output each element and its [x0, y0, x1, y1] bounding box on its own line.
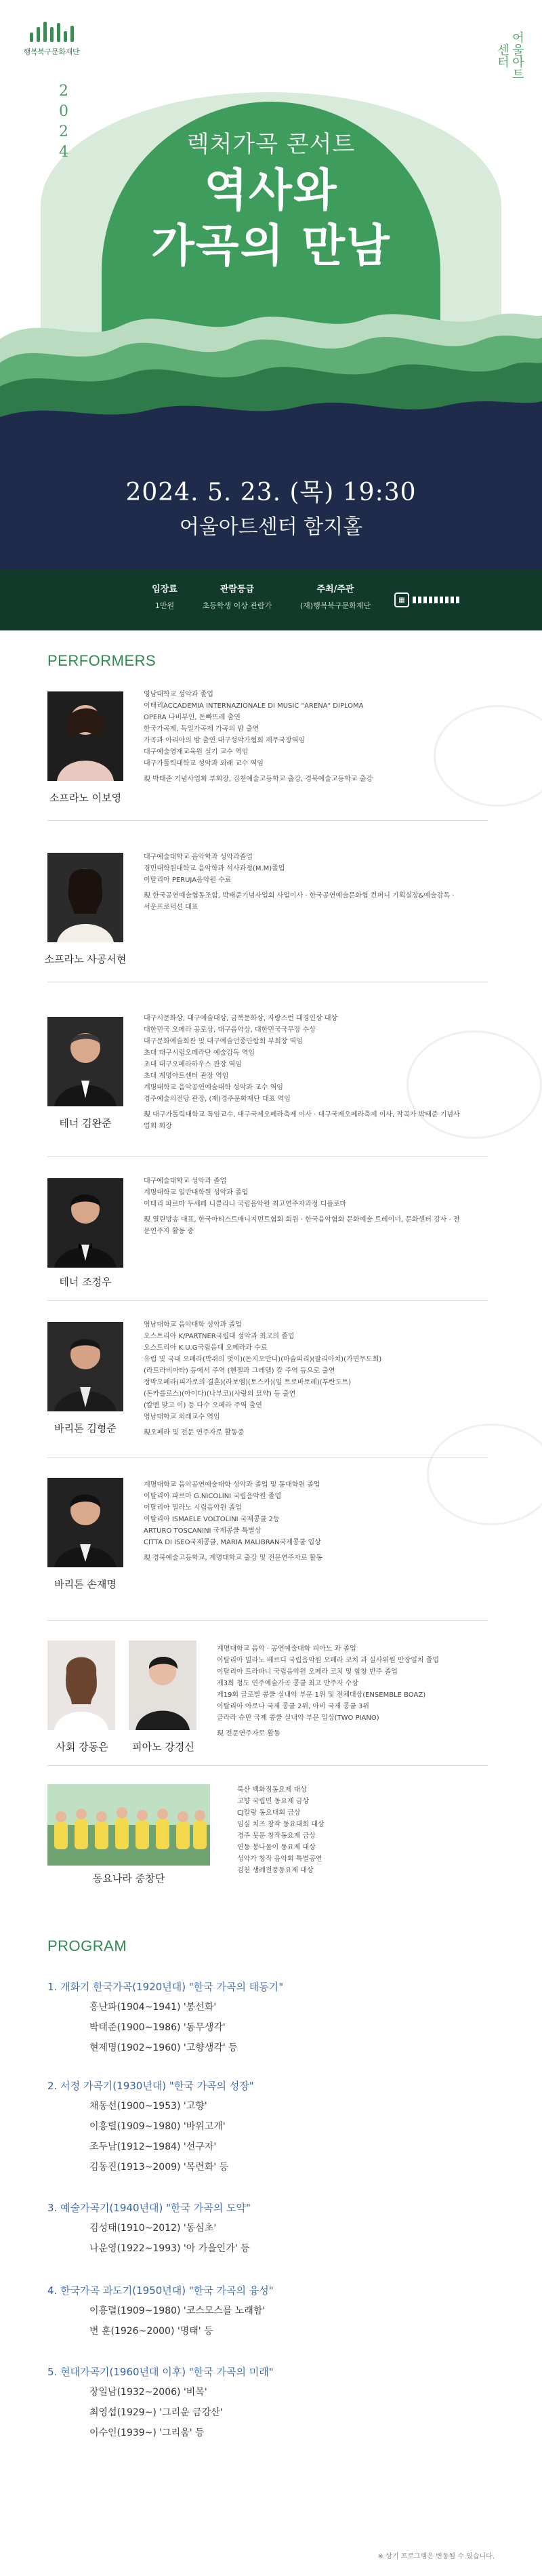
org-name: 행복북구문화재단 — [23, 47, 80, 56]
bio-line: 오스트리아 K.U.G국립음대 오페라과 수료 — [144, 1344, 268, 1352]
concert-date: 2024. 5. 23. (목) 19:30 — [125, 479, 417, 506]
bio-line: 이탈리아 아로나 국제 콩쿨 2위, 아비 국제 콩쿨 3위 — [217, 1703, 369, 1710]
choir-name: 동요나라 중창단 — [92, 1872, 165, 1885]
age-rating — [196, 582, 278, 611]
program-piece: 김동진(1913~2009) '목련화' 등 — [89, 2162, 229, 2173]
program-piece: 박태준(1900~1986) '동무생각' — [89, 2022, 226, 2033]
performer-name: 바리톤 손재명 — [54, 1578, 117, 1590]
bio-line: 이태리ACCADEMIA INTERNAZIONALE DI MUSIC "ARENA" DIPLOMA — [144, 702, 364, 710]
choir-photo — [47, 1784, 210, 1866]
performer-photo — [47, 1017, 123, 1106]
program-piece: 현제명(1902~1960) '고향생각' 등 — [89, 2042, 238, 2053]
info-value: (재)행복북구문화재단 — [299, 601, 371, 610]
venue-logo: 어울아트센터 — [495, 31, 524, 80]
bio-current: 現 경북예술고등학교, 계명대학교 출강 및 전문연주자로 활동 — [144, 1554, 323, 1562]
bio-line: 이탈리아 파르마 G.NICOLINI 국립음악원 졸업 — [144, 1493, 282, 1500]
bio-line: 이탈리아 ISMAELE VOLTOLINI 국제콩쿨 2등 — [144, 1516, 280, 1523]
year-digit: 2 — [59, 123, 68, 140]
program-piece: 이흥렬(1909~1980) '바위고개' — [89, 2121, 226, 2132]
organizer-logo-text — [413, 597, 460, 603]
performer-bio — [144, 851, 462, 913]
divider — [47, 820, 488, 821]
bio-line: CJ칼랑 동요대회 금상 — [237, 1809, 301, 1817]
bio-line: ARTURO TOSCANINI 국제콩쿨 특별상 — [144, 1527, 262, 1535]
divider — [47, 1300, 488, 1301]
concert-subtitle: 렉처가곡 콘서트 — [186, 131, 356, 158]
bio-current: 現 대구가톨릭대학교 특임교수, 대구국제오페라축제 이사 · 대구국제오페라축제 이사, 작곡가 박태준 기념사업회 회장 — [144, 1111, 460, 1130]
program-title: PROGRAM — [47, 1937, 127, 1954]
bio-line: 대구문화예술회관 및 대구예술인종단합회 부회장 역임 — [144, 1038, 303, 1045]
info-label: 관람등급 — [220, 584, 255, 595]
bio-current: 現 전문연주자로 활동 — [217, 1730, 280, 1737]
bio-line: 대구시문화상, 대구예술대상, 금복문화상, 자랑스런 대경인상 대상 — [144, 1015, 338, 1022]
program-piece: 최영섭(1929~) '그리운 금강산' — [89, 2407, 223, 2418]
bio-current: 現 박태준 기념사업회 부회장, 김천예술고등학교 출강, 경북예술고등학교 출강 — [144, 776, 373, 783]
year-digit: 2 — [59, 83, 68, 100]
year-digit: 0 — [59, 103, 68, 120]
bio-line: 경주 뭇문 창작동요제 금상 — [237, 1832, 316, 1840]
performer-name: 소프라노 사공서현 — [44, 953, 127, 965]
bio-line: 경주예술의전당 관장, (재)경주문화재단 대표 역임 — [144, 1095, 291, 1103]
performers-title: PERFORMERS — [47, 652, 157, 669]
bio-line: 클라라 슈만 국제 콩쿨 실내악 부문 입상(TWO PIANO) — [217, 1714, 379, 1722]
bio-line: (돈카를로스)(아이다)(나부코)(사랑의 묘약) 등 출연 — [144, 1390, 296, 1398]
bio-line: 제3회 청도 연주예술가곡 콩쿨 최고 반주자 수상 — [217, 1680, 358, 1687]
bio-line: 오스트리아 K/PARTNER국립대 성악과 최고의 졸업 — [144, 1333, 295, 1340]
host-name: 사회 강동은 — [56, 1741, 108, 1753]
bio-line: 대한민국 오페라 공로상, 대구음악상, 대한민국국무장 수상 — [144, 1026, 316, 1034]
bio-line: 영남대학교 외래교수 역임 — [144, 1413, 220, 1421]
hero-poster — [0, 0, 542, 569]
program-period: 4. 한국가곡 과도기(1950년대) "한국 가곡의 융성" — [47, 2285, 274, 2297]
performer-photo — [47, 691, 123, 781]
bio-line: 초대 계명아트센터 관장 역임 — [144, 1072, 229, 1080]
pianist-bio — [217, 1643, 488, 1739]
bio-line: 고향 국립민 동요제 금상 — [237, 1798, 310, 1805]
bio-line: 이탈리아 밀라노 베르디 국립음악원 오페라 코치 과 실사위원 만장일치 졸업 — [217, 1657, 440, 1664]
performer-bio — [144, 1175, 462, 1237]
bio-line: 영남대학교 성악과 졸업 — [144, 691, 213, 698]
bio-line: 유럽 및 국내 오페라(박쥐의 벗이)(돈지오반니)(마술피리)(팔리아치)(가면무도회) — [144, 1356, 382, 1363]
performer-name: 바리톤 김형준 — [54, 1422, 117, 1434]
info-value: 초등학생 이상 관람가 — [202, 601, 272, 610]
host-photo — [47, 1641, 115, 1730]
program-piece: 홍난파(1904~1941) '봉선화' — [89, 2002, 217, 2013]
bio-line: 계명대학교 음악 · 공연예술대학 피아노 과 졸업 — [217, 1645, 356, 1653]
organizer-logo-icon: ▦ — [394, 592, 409, 607]
performer-photo — [47, 1478, 123, 1567]
bio-line: 영남대학교 음악대학 성악과 졸업 — [144, 1321, 242, 1329]
performer-photo — [47, 1322, 123, 1411]
bio-current: 現 한국공연예술협동조합, 박태준기념사업회 사업이사 · 한국공연예술문화협 컨퍼니 기획실장&예술감독 · 서운프로덕션 대표 — [144, 892, 455, 911]
bio-line: 계명대학교 일반대학원 성악과 졸업 — [144, 1189, 249, 1196]
divider — [47, 1765, 488, 1766]
program-period: 2. 서정 가곡기(1930년대) "한국 가곡의 성장" — [47, 2080, 254, 2092]
program-piece: 이수인(1939~) '그리움' 등 — [89, 2428, 205, 2438]
bio-line: 계명대학교 음악공연예술대학 성악과 교수 역임 — [144, 1084, 283, 1091]
year-digit: 4 — [59, 144, 68, 161]
bio-line: 이탈리아 트라파니 국립음악원 오페라 코치 및 합창 반주 졸업 — [217, 1668, 398, 1676]
bio-line: 초대 대구오페라하우스 관장 역임 — [144, 1061, 242, 1068]
performer-bio — [144, 1319, 462, 1438]
info-label: 입장료 — [152, 584, 178, 595]
performer-name: 테너 김완준 — [59, 1117, 112, 1129]
program-piece: 조두남(1912~1984) '선구자' — [89, 2141, 217, 2152]
info-value: 1만원 — [154, 601, 175, 610]
bio-line: 대구예술대학교 음악학과 성악과졸업 — [144, 853, 253, 861]
concert-title — [0, 163, 542, 274]
bio-line: 계명대학교 음악공연예술대학 성악과 졸업 및 동대학원 졸업 — [144, 1481, 320, 1489]
performer-name: 테너 조정우 — [59, 1276, 112, 1288]
bio-line: 대구가톨릭대학교 성악과 외래 교수 역임 — [144, 760, 264, 767]
program-period: 5. 현대가곡기(1960년대 이후) "한국 가곡의 미래" — [47, 2366, 274, 2378]
bio-line: 이탈리아 밀라노 시립음악원 졸업 — [144, 1504, 242, 1512]
concert-venue: 어울아트센터 함지홀 — [179, 515, 363, 539]
performer-photo — [47, 1178, 123, 1268]
program-period: 1. 개화기 한국가곡(1920년대) "한국 가곡의 태동기" — [47, 1981, 284, 1993]
program-piece: 나운영(1922~1993) '아 가을인가' 등 — [89, 2243, 250, 2254]
org-logo-mark — [11, 22, 92, 42]
bio-line: 이탈리아 PERUJA음악원 수료 — [144, 877, 232, 884]
performer-bio — [144, 1013, 462, 1132]
program-period: 3. 예술가곡기(1940년대) "한국 가곡의 도약" — [47, 2202, 251, 2214]
bio-line: 한국가곡제, 독일가곡제 가곡의 밤 출연 — [144, 725, 259, 733]
performer-photo — [47, 853, 123, 942]
bio-line: 북산 백화점동요제 대상 — [237, 1786, 307, 1794]
bio-current: 現오페라 및 전문 연주자로 활동중 — [144, 1429, 245, 1436]
bio-line: 대구예술대학교 성악과 졸업 — [144, 1178, 227, 1185]
bio-line: 경민대학원대학교 음악학과 석사과정(M.M)졸업 — [144, 865, 285, 872]
bio-line: 연동 봉나물이 동요제 대상 — [237, 1844, 316, 1851]
org-logo — [11, 22, 92, 57]
bio-current: 現 열린방송 대표, 한국아티스트매니지먼트협회 회원 · 한국음악협회 문화예술 트레이너, 문화센터 강사 · 전문연주자 활동 중 — [144, 1216, 460, 1235]
divider — [47, 1620, 488, 1621]
bio-line: 이태리 파르마 두세페 니콜리니 국립음악원 최고연주자과정 디플로마 — [144, 1201, 347, 1208]
organizer-logo — [394, 588, 469, 611]
info-label: 주최/주관 — [316, 584, 354, 595]
program-piece: 변 훈(1926~2000) '명태' 등 — [89, 2326, 213, 2337]
bio-line: CITTA DI ISEO국제콩쿨, MARIA MALIBRAN국제콩쿨 입상 — [144, 1539, 321, 1546]
organizer — [285, 582, 386, 611]
bio-line: (라트라비아타) 등에서 주역 (헨젤과 그레텔) 칼 주역 등으로 출연 — [144, 1367, 335, 1375]
bio-line: 정막오페라(피가로의 결혼)(라보엠)(토스카)(일 트로바토레)(투란도트) — [144, 1379, 352, 1386]
divider — [47, 1457, 488, 1458]
bio-line: 대구예술영재교육원 실기 교수 역임 — [144, 748, 249, 756]
performer-bio — [144, 1479, 462, 1564]
bio-line: 김천 생례전풍동요제 대상 — [237, 1867, 314, 1874]
program-piece: 김성태(1910~2012) '동심초' — [89, 2223, 217, 2234]
bio-line: OPERA 나비부인, 돈빠뜨레 출연 — [144, 714, 241, 721]
bio-line: 임실 치즈 창작 동요대회 대상 — [237, 1821, 325, 1828]
bio-line: 가곡과 아리아의 밤 출연 대구성악가협회 제무국장역임 — [144, 737, 306, 744]
bio-line: 제19회 글로벌 콩쿨 실내악 부문 1위 및 전체대상(ENSEMBLE BOAZ) — [217, 1691, 426, 1699]
choir-bio — [237, 1784, 461, 1876]
pianist-name: 피아노 강경신 — [132, 1741, 194, 1753]
bio-line: 초대 대구시립오페라단 예술감독 역임 — [144, 1049, 255, 1057]
bio-line: 성악가 창작 음악회 특별공연 — [237, 1855, 322, 1863]
info-bar — [0, 569, 542, 630]
divider — [47, 1156, 488, 1157]
pianist-photo — [129, 1641, 196, 1730]
title-line-1: 역사와 — [204, 164, 338, 216]
performer-bio — [144, 689, 462, 785]
performer-name: 소프라노 이보영 — [49, 792, 122, 804]
title-line-2: 가곡의 만남 — [151, 220, 391, 272]
program-piece: 채동선(1900~1953) '고향' — [89, 2101, 207, 2112]
program-piece: 장일남(1932~2006) '비목' — [89, 2387, 207, 2398]
program-piece: 이흥렬(1909~1980) '코스모스를 노래함' — [89, 2306, 266, 2316]
ticket-price — [141, 582, 188, 611]
program-footnote: ※ 상기 프로그램은 변동될 수 있습니다. — [377, 2553, 495, 2560]
bio-line: (칼멘 맞고 이) 등 다수 오페라 주역 출연 — [144, 1402, 262, 1409]
